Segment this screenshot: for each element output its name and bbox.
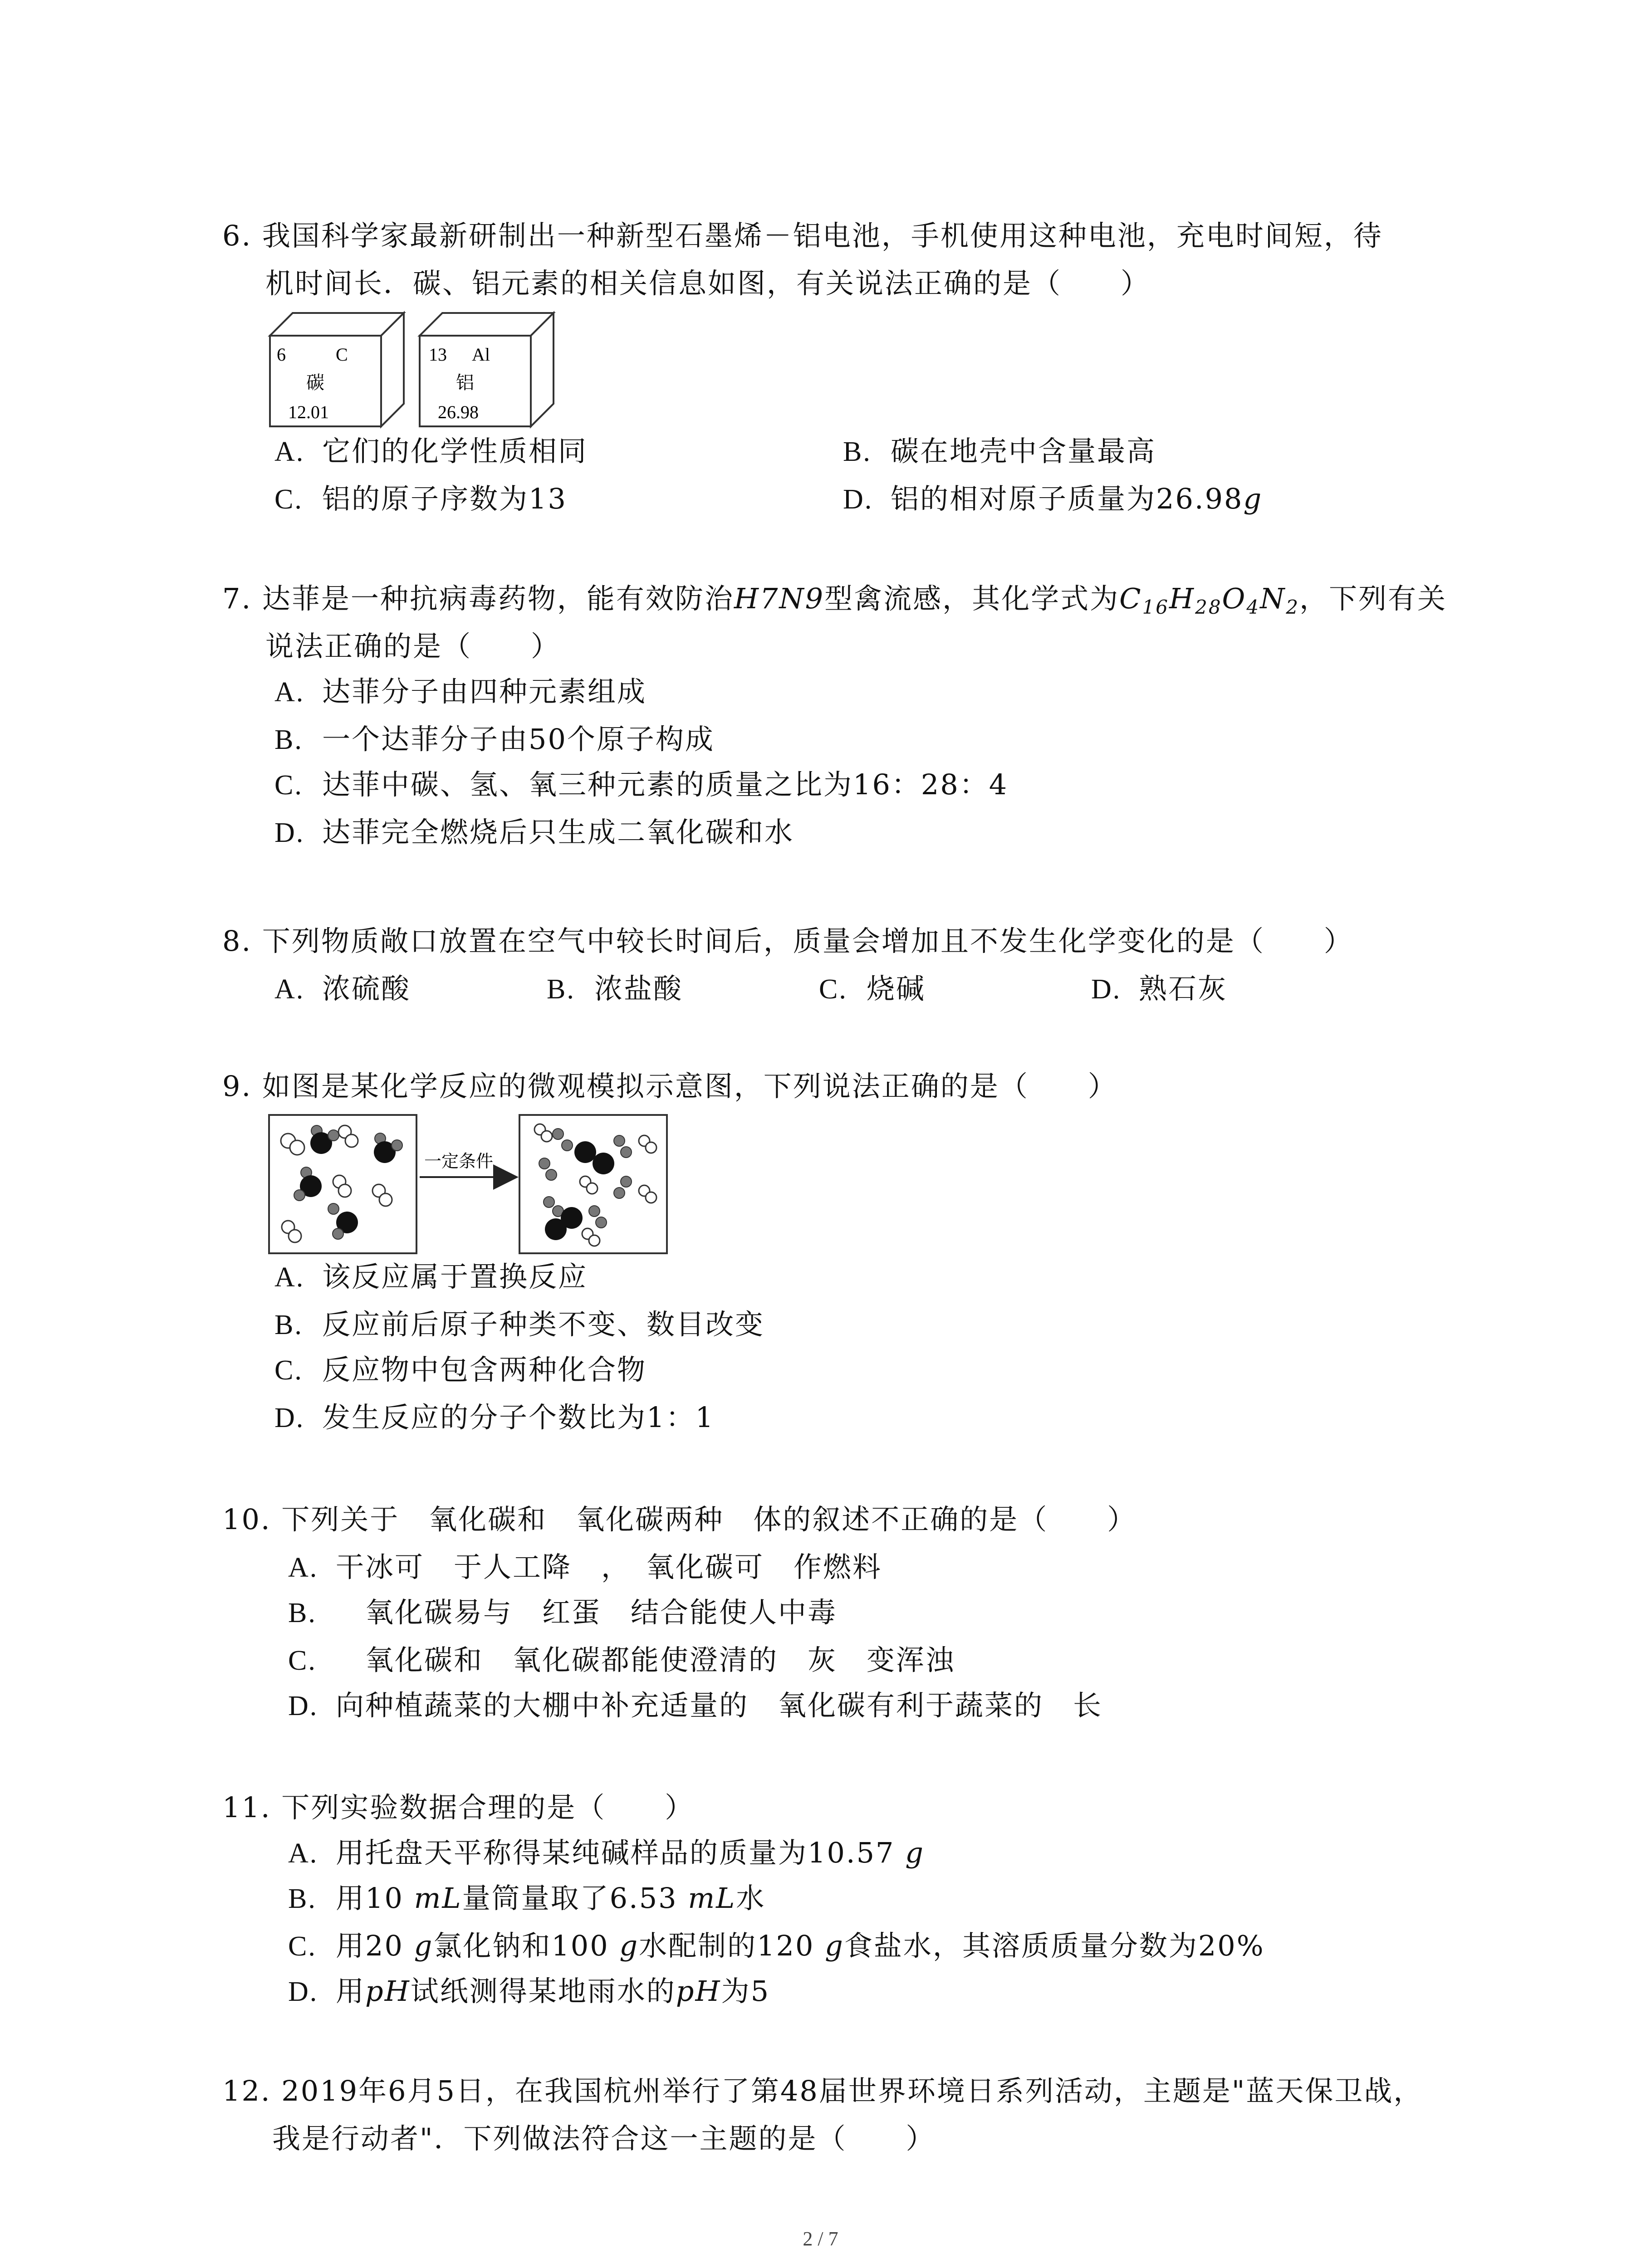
option-9d[interactable]: D. 发生反应的分子个数比为1：1 — [274, 1401, 715, 1434]
option-6d[interactable]: D. 铝的相对原子质量为26.98g — [843, 482, 1263, 515]
question-12-stem-line1: 12. 2019年6月5日，在我国杭州举行了第48届世界环境日系列活动，主题是"蓝天保卫战， — [222, 2074, 1423, 2107]
option-8a[interactable]: A. 浓硫酸 — [274, 972, 411, 1005]
option-9c[interactable]: C. 反应物中包含两种化合物 — [274, 1353, 647, 1386]
aluminum-symbol: Al — [472, 344, 490, 365]
aluminum-mass: 26.98 — [438, 402, 479, 422]
aluminum-element-card — [420, 313, 554, 426]
carbon-element-card — [270, 313, 404, 426]
virus-name: H7N9 — [734, 582, 825, 615]
question-10-stem: 10. 下列关于 氧化碳和 氧化碳两种 体的叙述不正确的是（ ） — [222, 1503, 1137, 1536]
question-6-stem-line1: 6. 我国科学家最新研制出一种新型石墨烯－铝电池，手机使用这种电池，充电时间短，待 — [222, 219, 1383, 252]
carbon-symbol: C — [336, 344, 348, 365]
option-6a[interactable]: A. 它们的化学性质相同 — [274, 435, 588, 468]
option-10b[interactable]: B. 氧化碳易与 红蛋 结合能使人中毒 — [288, 1596, 838, 1629]
question-6-stem-line2: 机时间长．碳、铝元素的相关信息如图，有关说法正确的是（ ） — [265, 267, 1151, 300]
reaction-condition-label: 一定条件 — [424, 1151, 494, 1171]
option-7c[interactable]: C. 达菲中碳、氢、氧三种元素的质量之比为16：28：4 — [274, 768, 1009, 801]
chemical-formula: $C_{16}H_{28}O_4N_2$ — [1119, 582, 1300, 618]
option-10c[interactable]: C. 氧化碳和 氧化碳都能使澄清的 灰 变浑浊 — [288, 1643, 955, 1677]
aluminum-number: 13 — [429, 344, 447, 365]
reactants-box — [269, 1115, 416, 1253]
option-6b[interactable]: B. 碳在地壳中含量最高 — [843, 435, 1156, 468]
option-7d[interactable]: D. 达菲完全燃烧后只生成二氧化碳和水 — [274, 816, 794, 849]
question-11-stem: 11. 下列实验数据合理的是（ ） — [222, 1791, 695, 1824]
products-box — [519, 1115, 667, 1253]
option-9b[interactable]: B. 反应前后原子种类不变、数目改变 — [274, 1308, 765, 1341]
question-9-stem: 9. 如图是某化学反应的微观模拟示意图，下列说法正确的是（ ） — [222, 1070, 1117, 1103]
carbon-number: 6 — [277, 344, 286, 365]
option-8d[interactable]: D. 熟石灰 — [1091, 972, 1228, 1005]
reaction-arrow — [420, 1151, 515, 1177]
option-9a[interactable]: A. 该反应属于置换反应 — [274, 1260, 588, 1293]
carbon-mass: 12.01 — [288, 402, 329, 422]
question-12-stem-line2: 我是行动者"．下列做法符合这一主题的是（ ） — [272, 2122, 936, 2155]
question-7-stem-line1: 7. 达菲是一种抗病毒药物，能有效防治H7N9型禽流感，其化学式为$C_{16}H_{28}O_4N_2$，下列有关 — [222, 582, 1447, 618]
option-11d[interactable]: D. 用pH试纸测得某地雨水的pH为5 — [288, 1975, 770, 2008]
option-11c[interactable]: C. 用20 g氯化钠和100 g水配制的120 g食盐水，其溶质质量分数为20% — [288, 1929, 1265, 1962]
option-7b[interactable]: B. 一个达菲分子由50个原子构成 — [274, 723, 715, 756]
option-11a[interactable]: A. 用托盘天平称得某纯碱样品的质量为10.57 g — [288, 1836, 925, 1869]
question-8-stem: 8. 下列物质敞口放置在空气中较长时间后，质量会增加且不发生化学变化的是（ ） — [222, 924, 1353, 958]
page-number: 2 / 7 — [803, 2228, 838, 2250]
carbon-name: 碳 — [306, 372, 324, 393]
option-10d[interactable]: D. 向种植蔬菜的大棚中补充适量的 氧化碳有利于蔬菜的 长 — [288, 1689, 1103, 1722]
option-7a[interactable]: A. 达菲分子由四种元素组成 — [274, 675, 647, 708]
option-8b[interactable]: B. 浓盐酸 — [547, 972, 683, 1005]
aluminum-name: 铝 — [456, 372, 474, 393]
option-10a[interactable]: A. 干冰可 于人工降 ， 氧化碳可 作燃料 — [288, 1550, 882, 1584]
option-6c[interactable]: C. 铝的原子序数为13 — [274, 482, 567, 515]
question-7-stem-line2: 说法正确的是（ ） — [265, 630, 561, 663]
option-8c[interactable]: C. 烧碱 — [819, 972, 926, 1005]
reaction-diagram — [268, 1114, 671, 1256]
option-11b[interactable]: B. 用10 mL量筒量取了6.53 mL水 — [288, 1882, 766, 1915]
element-cards-figure — [268, 311, 558, 431]
